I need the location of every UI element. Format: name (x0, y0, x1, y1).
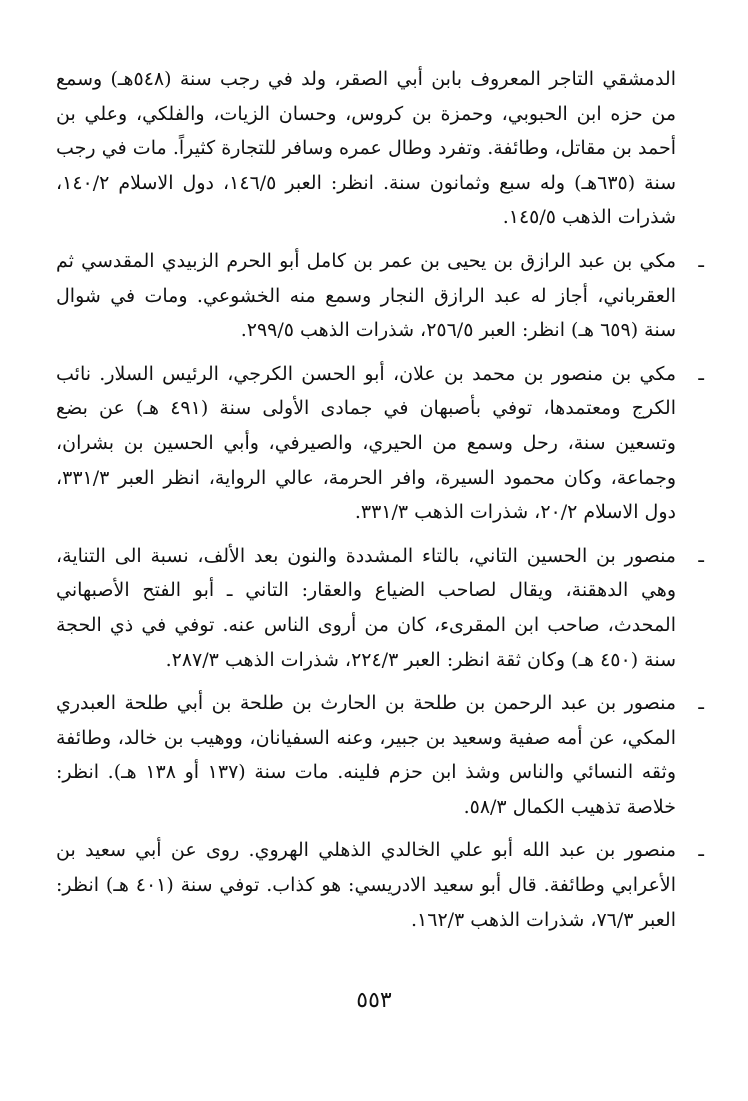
entry-text: منصور بن عبد الرحمن بن طلحة بن الحارث بن طلحة بن أبي طلحة العبدري المكي، عن أمه صفية وسعيد بن جبير، وعنه السفيانان، ووهيب بن خالد، وطائفة وثقه النسائي والناس وشذ ابن حزم فلينه. مات سنة (١٣٧ أو ١٣٨ هـ). انظر: خلاصة تذهيب الكمال ٥٨/٣. (56, 692, 676, 818)
entry-dash: ـ (698, 692, 704, 715)
entry-mansur-bin-alhusayn (56, 539, 704, 677)
entry-text: منصور بن عبد الله أبو علي الخالدي الذهلي الهروي. روى عن أبي سعيد بن الأعرابي وطائفة. قال أبو سعيد الادريسي: هو كذاب. توفي سنة (٤٠١ هـ) انظر: العبر ٧٦/٣، شذرات الذهب ١٦٢/٣. (56, 839, 676, 931)
entry-dash: ـ (698, 544, 704, 567)
entry-dash: ـ (698, 249, 704, 272)
entry-dash: ـ (698, 839, 704, 862)
entry-text: منصور بن الحسين التاني، بالتاء المشددة والنون بعد الألف، نسبة الى التناية، وهي الدهقنة، ويقال لصاحب الضياع والعقار: التاني ـ أبو الفتح الأصبهاني المحدث، صاحب ابن المقرىء، كان من أروى الناس عنه. توفي في ذي الحجة سنة (٤٥٠ هـ) وكان ثقة انظر: العبر ٢٢٤/٣، شذرات الذهب ٢٨٧/٣. (56, 544, 676, 671)
entry-makki-bin-mansur (56, 357, 704, 530)
entry-mansur-bin-abdulrahman (56, 686, 704, 824)
entry-text: مكي بن عبد الرازق بن يحيى بن عمر بن كامل أبو الحرم الزبيدي المقدسي ثم العقرباني، أجاز له عبد الرازق النجار وسمع منه الخشوعي. ومات في شوال سنة (٦٥٩ هـ) انظر: العبر ٢٥٦/٥، شذرات الذهب ٢٩٩/٥. (56, 249, 676, 342)
text-block (56, 62, 704, 937)
page-number: ٥٥٣ (356, 988, 392, 1013)
entry-mansur-bin-abdullah (56, 833, 704, 937)
entry-makki-bin-abdulrazzaq (56, 244, 704, 348)
entry-dash: ـ (698, 362, 704, 385)
paragraph-continuation: الدمشقي التاجر المعروف بابن أبي الصقر، ولد في رجب سنة (٥٤٨هـ) وسمع من حزه ابن الحبوبي، وحمزة بن كروس، وحسان الزيات، والفلكي، وعلي بن أحمد بن مقاتل، وطائفة. وتفرد وطال عمره وسافر للتجارة كثيراً. مات في رجب سنة (٦٣٥هـ) وله سبع وثمانون سنة. انظر: العبر ١٤٦/٥، دول الاسلام ١٤٠/٢، شذرات الذهب ١٤٥/٥. (56, 68, 677, 229)
entry-text: مكي بن منصور بن محمد بن علان، أبو الحسن الكرجي، الرئيس السلار. نائب الكرج ومعتمدها، توفي بأصبهان في جمادى الأولى سنة (٤٩١ هـ) عن بضع وتسعين سنة، رحل وسمع من الحيري، والصيرفي، وأبي الحسين بن بشران، وجماعة، وكان محمود السيرة، وافر الحرمة، عالي الرواية، انظر العبر ٣٣١/٣، دول الاسلام ٢٠/٢، شذرات الذهب ٣٣١/٣. (56, 362, 677, 524)
